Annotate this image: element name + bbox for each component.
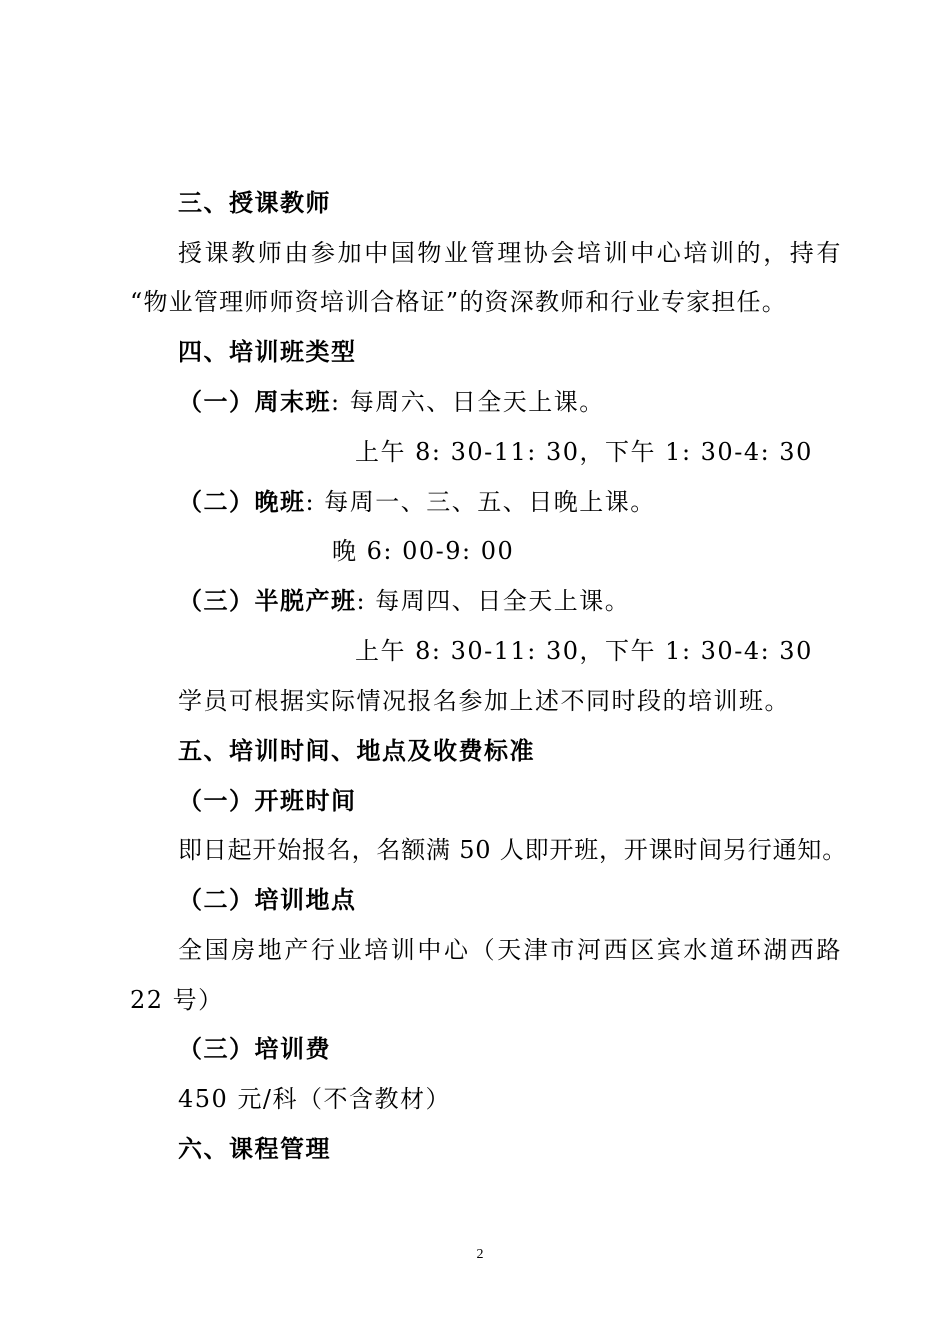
class1-description: : 每周六、日全天上课。 <box>331 388 605 416</box>
class2-row <box>178 486 656 518</box>
section3-paragraph-line2: “物业管理师师资培训合格证”的资深教师和行业专家担任。 <box>130 288 787 316</box>
section6-heading: 六、课程管理 <box>178 1135 331 1163</box>
class2-label: （二）晚班 <box>178 488 306 516</box>
section5-sub2-heading: （二）培训地点 <box>178 886 357 914</box>
section3-paragraph-line1: 授课教师由参加中国物业管理协会培训中心培训的，持有 <box>178 239 843 267</box>
section4-heading: 四、培训班类型 <box>178 338 357 366</box>
section5-sub1-heading: （一）开班时间 <box>178 787 357 815</box>
page-number: 2 <box>476 1247 484 1262</box>
section3-heading: 三、授课教师 <box>178 189 331 217</box>
section5-sub2-text-line2: 22 号） <box>130 986 224 1014</box>
class1-label: （一）周末班 <box>178 388 331 416</box>
class2-description: : 每周一、三、五、日晚上课。 <box>305 488 656 516</box>
section5-sub2-text-line1: 全国房地产行业培训中心（天津市河西区宾水道环湖西路 <box>178 936 843 964</box>
class3-time: 上午 8: 30-11: 30，下午 1: 30-4: 30 <box>355 637 813 665</box>
section4-note: 学员可根据实际情况报名参加上述不同时段的培训班。 <box>178 687 790 715</box>
class3-description: : 每周四、日全天上课。 <box>356 587 631 615</box>
section5-sub3-heading: （三）培训费 <box>178 1035 331 1063</box>
class3-label: （三）半脱产班 <box>178 587 357 615</box>
class2-time: 晚 6: 00-9: 00 <box>332 537 515 565</box>
class1-time: 上午 8: 30-11: 30，下午 1: 30-4: 30 <box>355 438 813 466</box>
class1-row <box>178 386 605 418</box>
section5-sub3-text: 450 元/科（不含教材） <box>178 1085 452 1113</box>
section5-heading: 五、培训时间、地点及收费标准 <box>178 737 535 765</box>
section5-sub1-text: 即日起开始报名，名额满 50 人即开班，开课时间另行通知。 <box>178 836 847 864</box>
class3-row <box>178 585 630 617</box>
